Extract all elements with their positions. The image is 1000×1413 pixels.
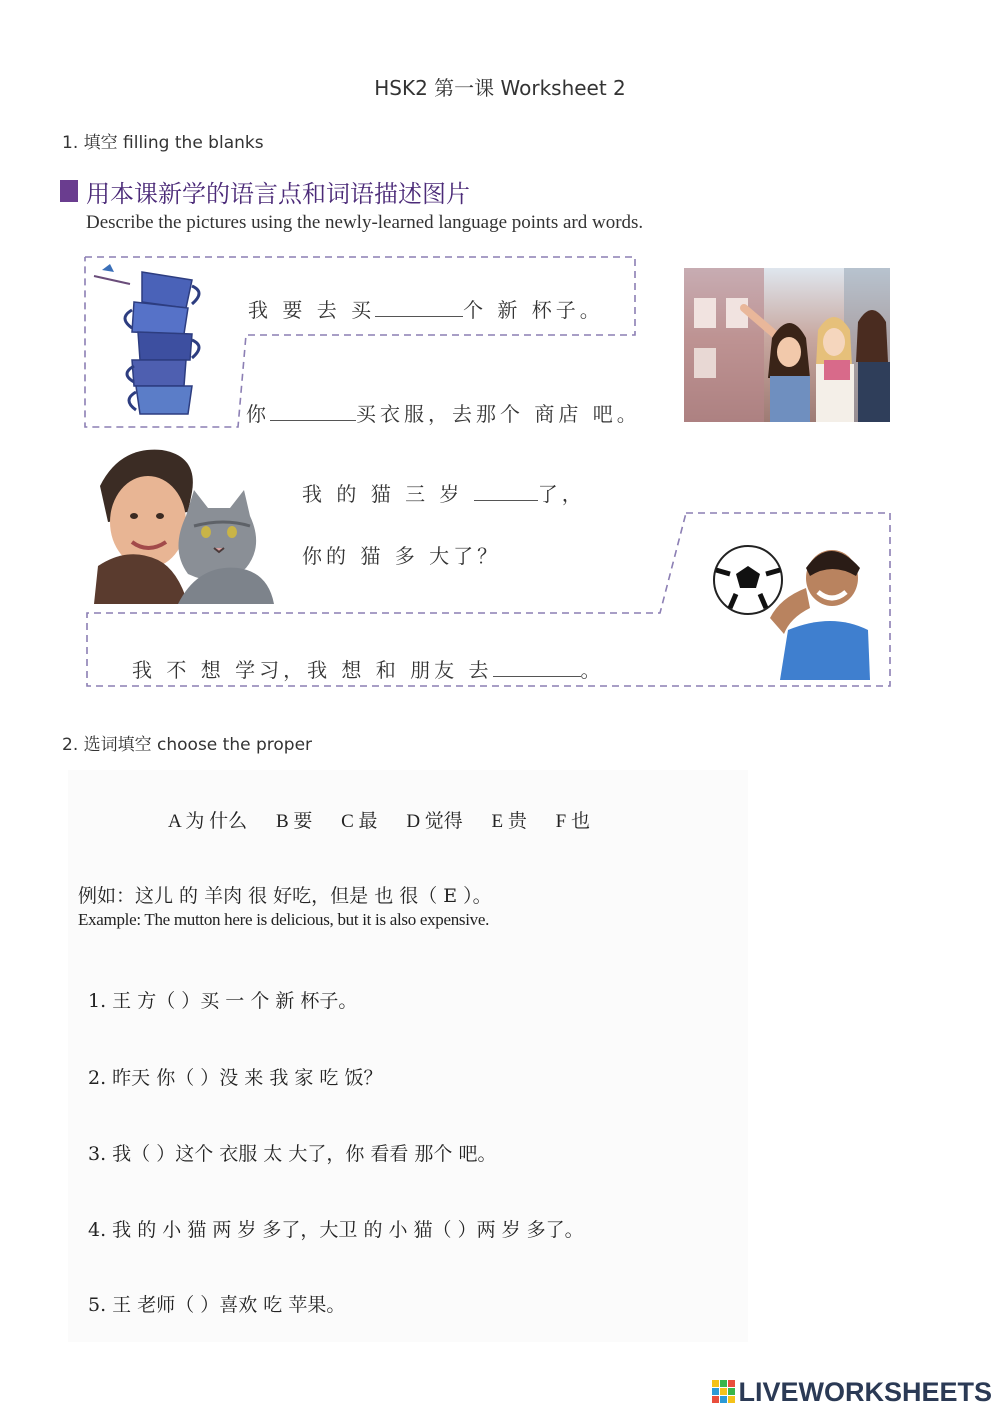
- sentence-2-after: 买衣服，去那个 商店 吧。: [356, 402, 641, 426]
- sentence-3-before: 我 的 猫 三 岁: [302, 482, 474, 506]
- sentence-2: [246, 398, 641, 427]
- question-4[interactable]: 4. 我 的 小 猫 两 岁 多了，大卫 的 小 猫（ ）两 岁 多了。: [88, 1219, 584, 1241]
- sentence-3-after: 了，: [537, 482, 586, 506]
- example-en: Example: The mutton here is delicious, but it is also expensive.: [78, 910, 490, 929]
- liveworksheets-brand: LIVEWORKSHEETS: [738, 1376, 992, 1407]
- sentence-3b: [302, 540, 501, 569]
- exercise-heading-en: Describe the pictures using the newly-learned language points ard words.: [86, 212, 644, 233]
- choice-f: F 也: [555, 811, 590, 832]
- sentence-4: [132, 654, 605, 683]
- liveworksheets-logo-icon: [712, 1380, 736, 1404]
- sentence-3: [302, 478, 586, 507]
- question-2[interactable]: 2. 昨天 你（ ）没 来 我 家 吃 饭？: [88, 1067, 383, 1089]
- question-5[interactable]: 5. 王 老师（ ）喜欢 吃 苹果。: [88, 1294, 346, 1316]
- cups-image: [92, 262, 222, 422]
- sentence-2-before: 你: [246, 402, 270, 426]
- boy-with-ball-photo: [710, 538, 870, 680]
- sentence-4-before: 我 不 想 学习，我 想 和 朋友 去: [132, 658, 493, 682]
- blank-4[interactable]: [493, 658, 581, 677]
- choice-a: A 为 什么: [168, 811, 248, 832]
- word-choices: [168, 806, 614, 833]
- choice-e: E 贵: [491, 811, 527, 832]
- section2-label: 2. 选词填空 choose the proper: [62, 735, 313, 755]
- liveworksheets-logo[interactable]: [712, 1376, 992, 1408]
- question-1[interactable]: 1. 王 方（ ）买 一 个 新 杯子。: [88, 990, 358, 1012]
- heading-marker: [60, 180, 78, 202]
- choice-d: D 觉得: [406, 811, 463, 832]
- section2-panel: [68, 770, 748, 1342]
- blank-2[interactable]: [270, 402, 356, 421]
- section1-label: 1. 填空 filling the blanks: [62, 133, 264, 153]
- question-3[interactable]: 3. 我（ ）这个 衣服 太 大了，你 看看 那个 吧。: [88, 1143, 497, 1165]
- woman-with-cat-photo: [94, 446, 276, 604]
- sentence-1: [248, 294, 604, 323]
- example-cn: 例如：这儿 的 羊肉 很 好吃，但是 也 很（ E ）。: [78, 885, 492, 907]
- sentence-4-after: 。: [580, 658, 605, 682]
- choice-c: C 最: [341, 811, 378, 832]
- friends-photo: [684, 268, 890, 422]
- sentence-1-after: 个 新 杯子。: [463, 298, 604, 322]
- sentence-3b-text: 你的 猫 多 大了？: [302, 544, 502, 568]
- exercise-heading-cn: 用本课新学的语言点和词语描述图片: [86, 180, 470, 208]
- blank-1[interactable]: [375, 298, 463, 317]
- page-title: HSK2 第一课 Worksheet 2: [374, 76, 626, 100]
- choice-b: B 要: [275, 811, 313, 832]
- sentence-1-before: 我 要 去 买: [248, 298, 376, 322]
- blank-3[interactable]: [474, 482, 538, 501]
